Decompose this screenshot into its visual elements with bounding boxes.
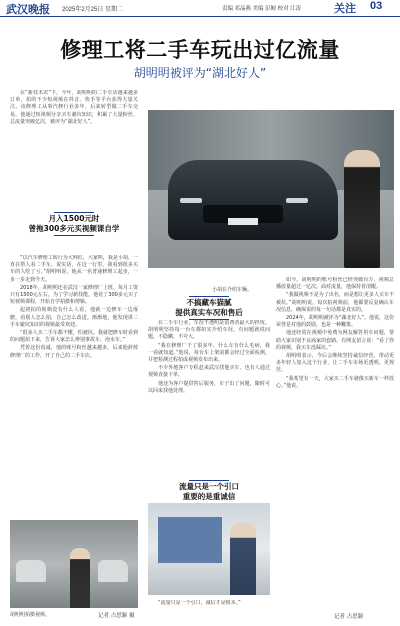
section-heading-3 [148,479,270,505]
article-column-2b [148,600,270,620]
photo-byline: 记者 占思颖 摄 [98,613,135,619]
person-image [344,150,380,268]
article-column-3 [276,277,394,610]
section-heading-2 [148,295,270,321]
paragraph: 不少外地客户专程赶来武汉找他买车，也有人通过视频直接下单。 [148,365,270,379]
paragraph: 他还经常在视频中免费为网友解答用车问题，帮助大家识别不良商家的套路。有网友留言说：“看了你的视频，我买车没踩坑。” [276,330,394,351]
page-number: 03 [370,0,383,12]
issue-date: 2025年2月25日 星期二 [62,7,124,13]
photo-caption-1: 小胡在介绍车辆。 [212,287,253,293]
section-heading-1 [10,211,138,237]
paragraph: 胡明明表示，今后会继续坚持诚信经营，带动更多年轻人加入这个行业，让二手车市场更透明、更规范。 [276,353,394,374]
paragraph: “我做视频不是为了出名，而是想让更多人买车不被坑。”胡明明说，每次拍视频前，他都要反复确认车况信息，确保说的每一句话都是真实的。 [276,292,394,313]
paragraph: 他还为客户提供售后服务，车子出了问题，随时可以回来找他处理。 [148,380,270,394]
paragraph: “流量只是一个引口，诚信才是根本。” [158,600,241,606]
section-heading-1-text: 月入1500元时 曾拖300多元买视频课自学 [28,214,120,233]
section-name: 关注 [334,3,356,15]
main-photo-car [148,110,394,268]
paragraph: 在二手车行业，车况不透明是消费者最大的担忧。胡明明坚持每一台车都如实介绍车况，有问题就说问题，不隐瞒、不夸大。 [148,320,270,341]
secondary-photo [148,503,270,595]
paragraph: “很多人买二手车都不懂，怕被坑。我就把修车时看到的问题拍下来，告诉大家怎么辨别事故车、泡水车。” [10,330,138,344]
paragraph: 如今，胡明明的账号粉丝已经突破百万，视频总播放量超过一亿次。面对流量，他保持着清醒。 [276,277,394,291]
article-column-1 [10,255,138,517]
bottom-left-photo [10,520,138,608]
intro-text: 在“新技术农”下，今年，胡明明的二手车店越来越多订单，拍的不少短视频在抖音、快手等平台获得大量关注。该修理工从事汽修行业多年，后来转型做二手车交易，他通过短视频分享买车避坑知识，积累了大量粉丝，总流量突破亿次，被评为“湖北好人”。 [10,90,138,125]
section-heading-3-text: 流量只是一个引口 重要的是重诚信 [179,482,239,501]
headline: 修理工将二手车玩出过亿流量 [60,38,340,62]
paragraph: “以汽车修理工转行为大网红，大家叫，我是小胡，一直在帮人看二手车，说实话，在这一行里，我看到很多买车的人吃了亏。”胡明明说，他从一名普通修理工起步，一步一步走到今天。 [10,255,138,283]
page-header [0,0,400,17]
editor-credits: 责编 邓晶燕 美编 彭鲸 校对 江涛 [222,6,302,12]
paragraph: “我希望有一天，大家买二手车就像买新车一样放心。”他说。 [276,375,394,389]
paragraph: 2024年，胡明明被评为“湖北好人”。他说，这份荣誉是对他的鼓励，也是一种鞭策。 [276,315,394,329]
intro-paragraph [10,90,138,200]
masthead: 武汉晚报 [6,3,50,16]
paragraph: 凭着这份真诚，他的账号粉丝越来越多。后来他辞掉修理厂的工作，开了自己的二手车店。 [10,345,138,359]
section-heading-2-text: 不搞藏车猫腻 提供真实车况和售后 [175,298,243,317]
subheadline: 胡明明被评为“湖北好人” [133,66,267,80]
paragraph: 起初拍的视频没有什么人看，他就一边修车一边琢磨，看别人怎么拍，自己怎么改进。渐渐地，他发现讲二手车避坑知识的视频最受欢迎。 [10,307,138,328]
paragraph: 2018年，胡明明还在武汉一家修理厂上班，每月工资只有1500元左右。为了学习新技能，他花了300多元买了短视频课程，开始自学拍摄和剪辑。 [10,284,138,306]
article-byline: 记者 占思颖 [334,614,364,620]
paragraph: “我在修理厂干了很多年，什么车有什么毛病，我一看就知道。”他说，每台车上架前都会经过全面检测，并把检测过程拍成视频发布出来。 [148,342,270,364]
photo-caption-2: 胡明明拍摄视频。 [10,612,51,618]
article-column-2 [148,320,270,470]
